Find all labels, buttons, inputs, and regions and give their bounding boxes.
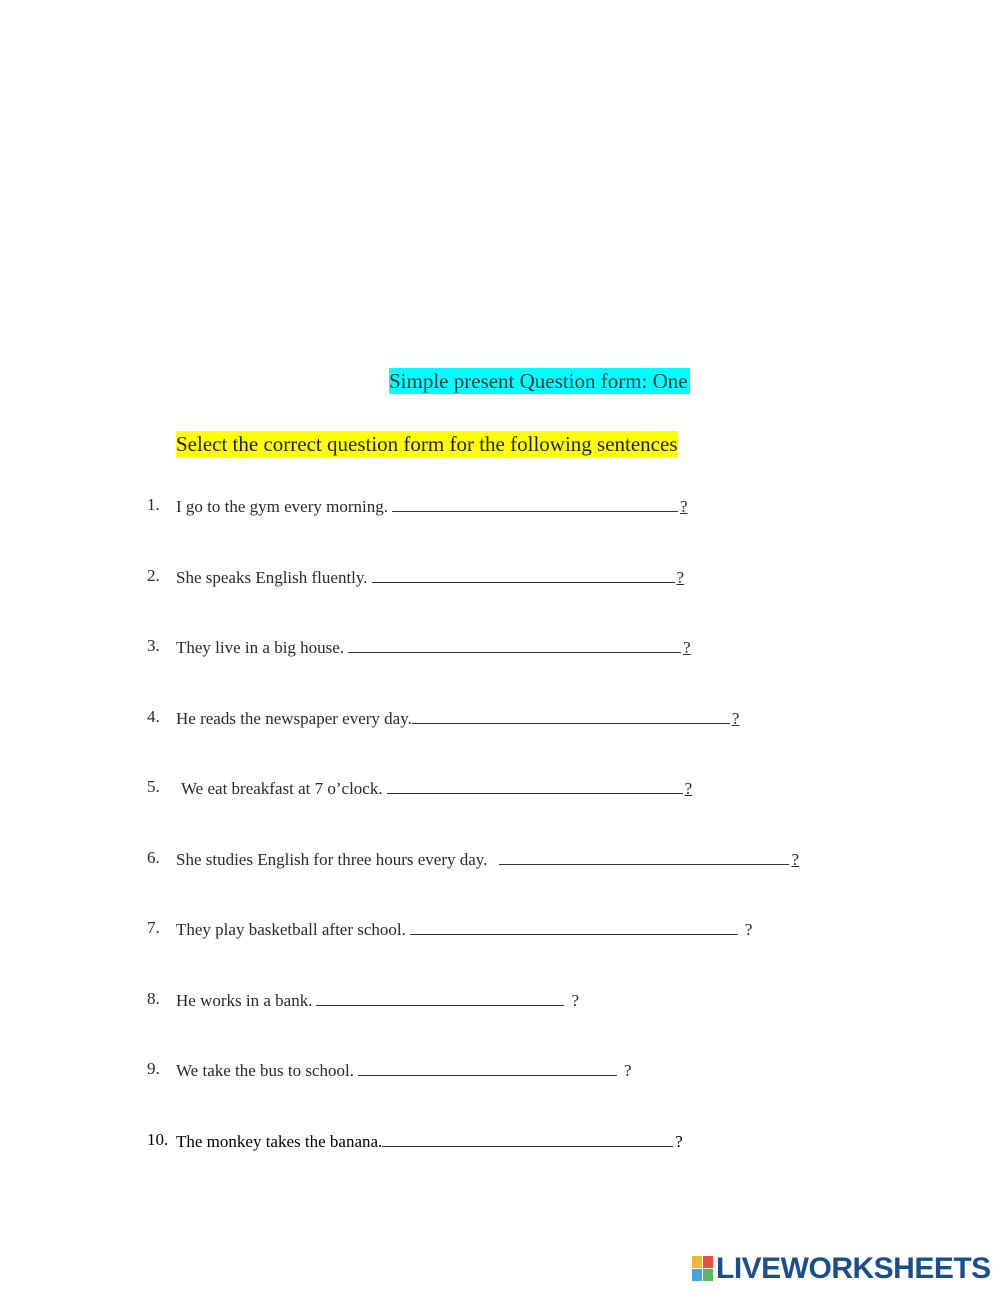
question-text: The monkey takes the banana. — [176, 1132, 383, 1151]
question-mark: ? — [791, 850, 799, 869]
question-mark: ? — [624, 1061, 632, 1080]
question-mark: ? — [676, 568, 685, 587]
question-text: He works in a bank. — [176, 991, 313, 1010]
answer-blank[interactable] — [410, 917, 738, 935]
answer-blank[interactable] — [316, 988, 564, 1006]
answer-blank[interactable] — [499, 847, 789, 865]
question-text: They live in a big house. — [176, 638, 345, 657]
question-text: We take the bus to school. — [176, 1061, 355, 1080]
question-mark: ? — [675, 1132, 683, 1151]
question-number: 9. — [147, 1059, 160, 1078]
question-text: She speaks English fluently. — [176, 568, 368, 587]
answer-blank[interactable] — [382, 1129, 673, 1147]
answer-blank[interactable] — [392, 494, 678, 512]
answer-blank[interactable] — [348, 635, 681, 653]
question-mark: ? — [684, 779, 693, 798]
answer-blank[interactable] — [412, 706, 730, 724]
question-mark: ? — [683, 638, 691, 657]
question-text: She studies English for three hours every day. — [176, 850, 488, 869]
question-number: 7. — [147, 918, 160, 937]
question-mark: ? — [680, 497, 688, 516]
question-mark: ? — [571, 991, 579, 1010]
answer-blank[interactable] — [372, 565, 675, 583]
worksheet-title: Simple present Question form: One — [389, 369, 688, 393]
liveworksheets-logo-icon — [692, 1256, 714, 1282]
question-number: 6. — [147, 848, 160, 867]
worksheet-instruction: Select the correct question form for the following sentences — [176, 432, 678, 456]
question-number: 8. — [147, 989, 160, 1008]
question-number: 1. — [147, 495, 160, 514]
question-text: They play basketball after school. — [176, 920, 406, 939]
question-mark: ? — [744, 920, 753, 939]
question-text: We eat breakfast at 7 o’clock. — [181, 779, 383, 798]
question-number: 2. — [147, 566, 160, 585]
question-number: 5. — [147, 777, 160, 796]
question-number: 3. — [147, 636, 160, 655]
question-number: 10. — [147, 1130, 169, 1149]
liveworksheets-logo — [692, 1252, 991, 1286]
question-text: He reads the newspaper every day. — [176, 709, 412, 728]
logo-wordmark: LIVEWORKSHEETS — [716, 1252, 991, 1285]
answer-blank[interactable] — [358, 1058, 617, 1076]
question-number: 4. — [147, 707, 160, 726]
question-text: I go to the gym every morning. — [176, 497, 388, 516]
question-mark: ? — [731, 709, 740, 728]
answer-blank[interactable] — [387, 776, 683, 794]
